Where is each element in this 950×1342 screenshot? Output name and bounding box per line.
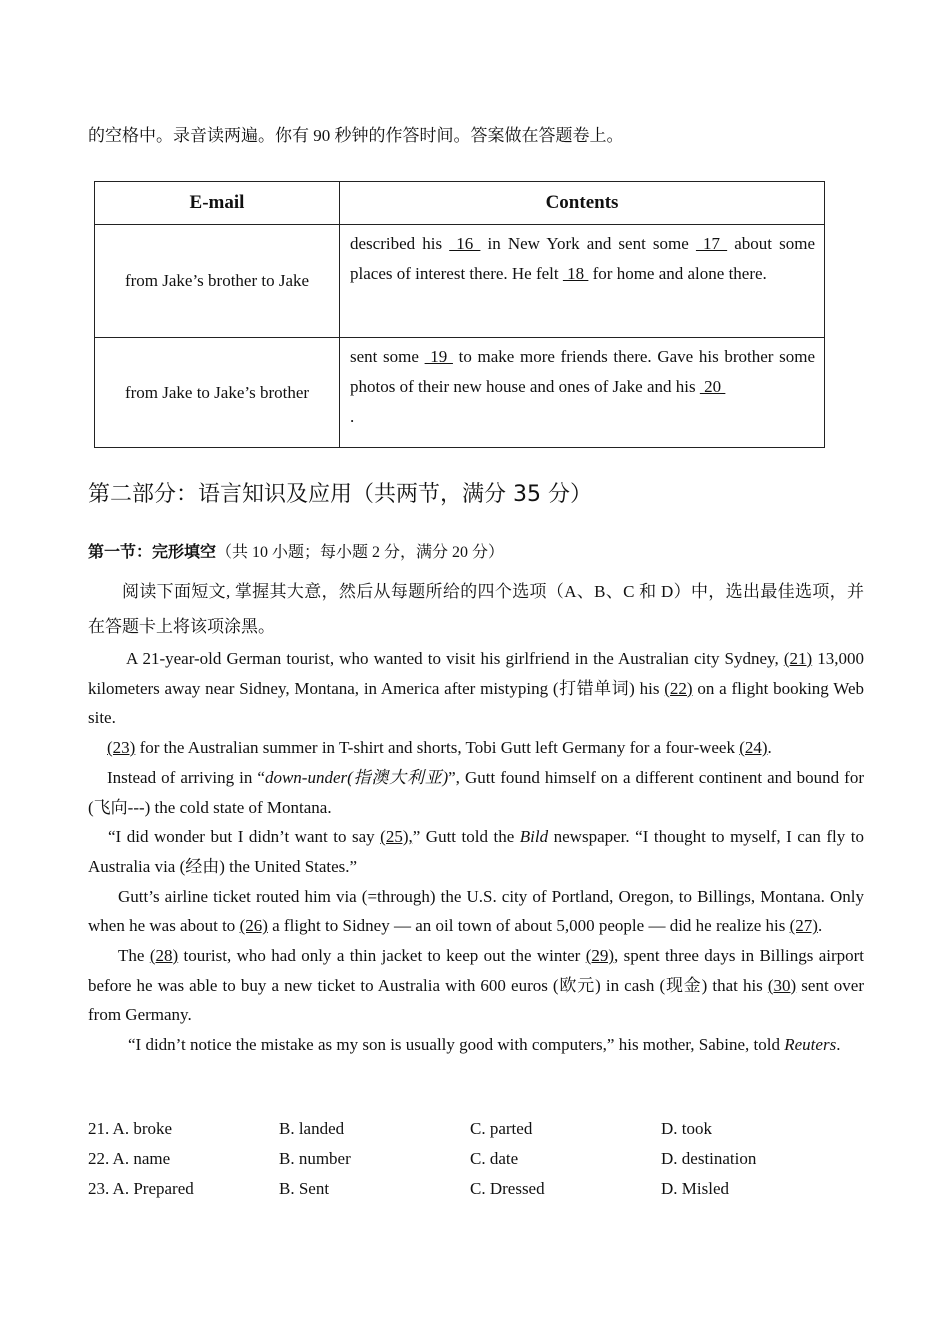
intro-text: 的空格中。录音读两遍。你有 90 秒钟的作答时间。答案做在答题卷上。 [88, 126, 624, 145]
passage-text: newspaper. “I thought to myself, I can fly to Australia via (经由) the United States.” [88, 827, 865, 876]
email-content-cell [340, 225, 825, 338]
passage-text: A 21-year-old German tourist, who wanted to visit his girlfriend in the Australian city Sydney, [126, 649, 784, 668]
passage-text: Gutt’s airline ticket routed him via (=through) the U.S. city of Portland, Oregon, to Billings, Montana. Only when he was about to [88, 886, 864, 936]
blank-30: (30) [767, 975, 797, 995]
passage-paragraph [88, 763, 864, 822]
question-21-options [88, 1114, 864, 1144]
section-title: 第一节：完形填空 [88, 542, 217, 561]
email-content-cell [340, 338, 825, 448]
passage-text: sent over from Germany. [88, 975, 864, 1025]
table-row [95, 338, 825, 448]
passage-emphasis: down-under(指澳大利亚) [264, 767, 449, 787]
content-text: . [350, 407, 355, 426]
blank-27: (27) [789, 916, 818, 936]
option-21-c: C. parted [470, 1119, 533, 1138]
email-from-cell: from Jake to Jake’s brother [95, 338, 340, 448]
option-23-a: 23. A. Prepared [88, 1179, 194, 1198]
passage-text: . [817, 916, 823, 936]
table-header-email: E-mail [95, 182, 340, 225]
table-header-contents: Contents [340, 182, 825, 225]
content-text: to make more friends there. Gave his brother some photos of their new house and ones of Jake and his [350, 347, 815, 396]
question-22-options [88, 1144, 864, 1174]
blank-29: (29) [585, 946, 615, 966]
content-text: described his [350, 234, 450, 253]
passage-text: Instead of arriving in “ [107, 767, 265, 787]
section-note: （共 10 小题；每小题 2 分，满分 20 分） [216, 544, 505, 561]
blank-19: 19 [424, 347, 453, 366]
section-heading [88, 540, 504, 565]
passage-emphasis: Bild [519, 827, 549, 847]
blank-21: (21) [783, 649, 813, 668]
passage-paragraph [88, 822, 864, 881]
question-23-options [88, 1174, 864, 1204]
email-table [94, 181, 825, 448]
blank-24: (24) [739, 738, 768, 758]
email-from-cell: from Jake’s brother to Jake [95, 225, 340, 338]
passage-paragraph [88, 1030, 864, 1060]
option-23-d: D. Misled [661, 1179, 729, 1198]
passage-emphasis: Reuters [784, 1035, 837, 1055]
blank-25: (25), [380, 827, 413, 847]
passage-paragraph [88, 941, 864, 1030]
blank-22: (22) [664, 678, 693, 698]
content-text: for home and alone there. [588, 264, 767, 283]
option-23-c: C. Dressed [470, 1179, 545, 1198]
passage-text: 13,000 kilometers away near Sidney, Montana, in America after mistyping (打错单词) his [88, 649, 864, 698]
content-text: about some places of interest there. He felt [350, 234, 816, 283]
passage-text: . [836, 1035, 841, 1055]
cloze-passage [88, 574, 864, 1060]
blank-26: (26) [239, 916, 268, 936]
table-header-row [95, 182, 825, 225]
passage-text: “I did wonder but I didn’t want to say [108, 827, 381, 847]
blank-18: 18 [562, 264, 589, 283]
blank-20: 20 [699, 377, 726, 396]
answer-options [88, 1114, 864, 1204]
option-22-c: C. date [470, 1149, 519, 1168]
blank-17: 17 [695, 234, 728, 253]
blank-28: (28) [149, 946, 179, 966]
passage-text: . [767, 738, 772, 758]
content-text: sent some [350, 347, 425, 366]
passage-paragraph [88, 882, 864, 941]
option-21-d: D. took [661, 1119, 712, 1138]
passage-paragraph [88, 733, 864, 763]
passage-text: “I didn’t notice the mistake as my son is usually good with computers,” his mother, Sabine, told [128, 1035, 785, 1055]
passage-text: , spent three days in Billings airport before he was able to buy a new ticket to Australia with 600 euros (欧元) in cash (现金) that his [88, 946, 865, 995]
option-21-a: 21. A. broke [88, 1119, 173, 1138]
part-title: 第二部分：语言知识及应用（共两节，满分 35 分） [88, 482, 592, 507]
passage-text: tourist, who had only a thin jacket to keep out the winter [178, 946, 586, 966]
option-23-b: B. Sent [279, 1179, 330, 1198]
option-22-a: 22. A. name [88, 1149, 171, 1168]
passage-text: The [118, 946, 150, 966]
blank-23: (23) [107, 738, 136, 758]
passage-text: on a flight booking Web site. [88, 678, 864, 728]
passage-text: a flight to Sidney — an oil town of about 5,000 people — did he realize his [267, 916, 790, 936]
passage-text: for the Australian summer in T-shirt and shorts, Tobi Gutt left Germany for a four-week [135, 738, 740, 758]
option-21-b: B. landed [279, 1119, 345, 1138]
passage-paragraph [88, 644, 864, 733]
option-22-b: B. number [279, 1149, 351, 1168]
option-22-d: D. destination [661, 1149, 757, 1168]
table-row [95, 225, 825, 338]
instructions: 阅读下面短文, 掌握其大意，然后从每题所给的四个选项（A、B、C 和 D）中，选出最佳选项，并在答题卡上将该项涂黑。 [88, 582, 864, 636]
passage-text: ”, Gutt found himself on a different continent and bound for (飞向---) the cold state of Montana. [88, 767, 865, 817]
content-text: in New York and sent some [480, 234, 696, 253]
passage-text: ” Gutt told the [412, 827, 520, 847]
blank-16: 16 [449, 234, 481, 253]
